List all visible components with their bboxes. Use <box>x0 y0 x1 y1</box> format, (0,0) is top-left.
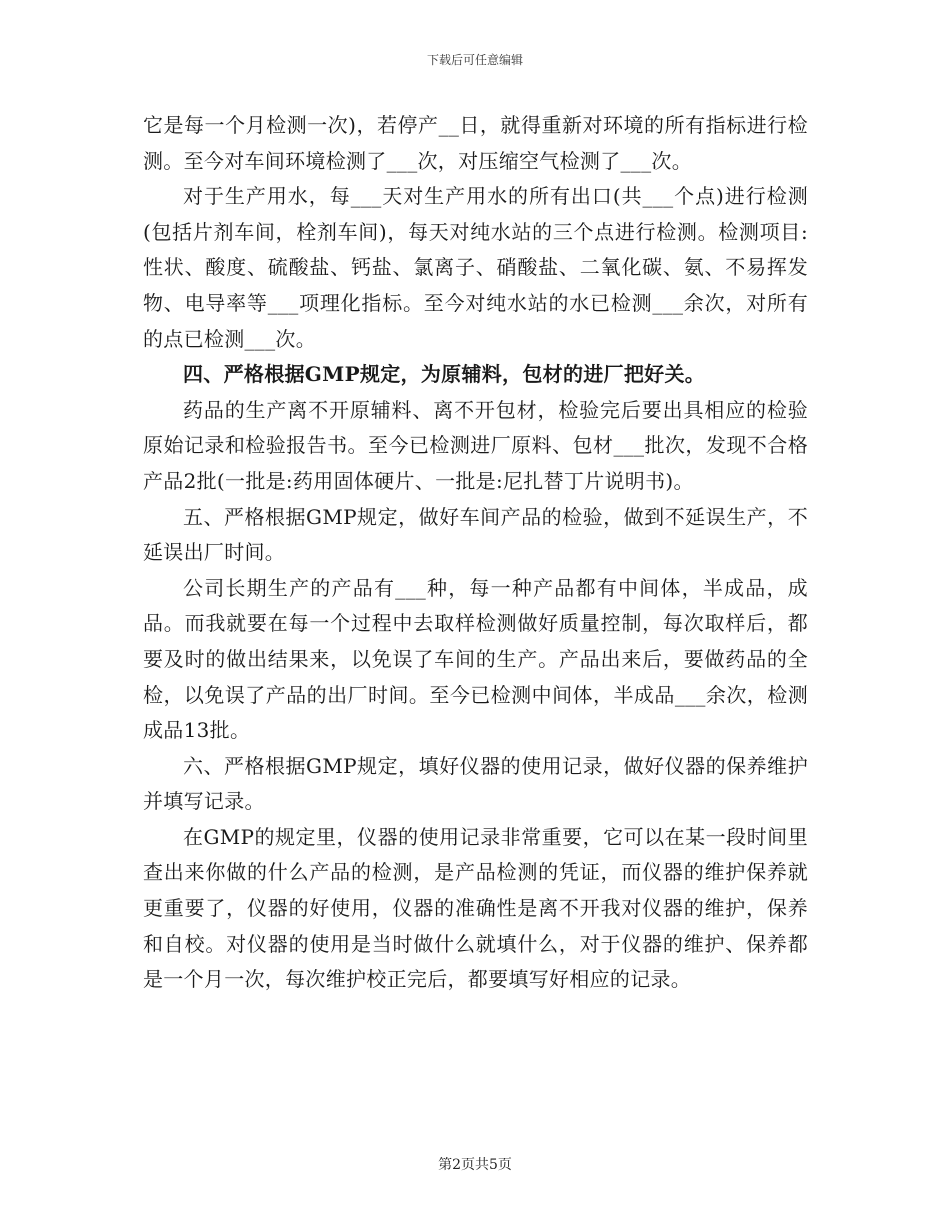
paragraph-environment-testing: 它是每一个月检测一次)，若停产__日，就得重新对环境的所有指标进行检测。至今对车间环境检测了___次，对压缩空气检测了___次。 <box>143 113 808 173</box>
paragraph-raw-materials: 药品的生产离不开原辅料、离不开包材，检验完后要出具相应的检验原始记录和检验报告书。至今已检测进厂原料、包材___批次，发现不合格产品2批(一批是:药用固体硬片、一批是:尼扎替丁片说明书)。 <box>143 397 808 493</box>
page-header-note: 下载后可任意编辑 <box>426 53 523 67</box>
paragraph-instrument-records: 在GMP的规定里，仪器的使用记录非常重要，它可以在某一段时间里查出来你做的什么产品的检测，是产品检测的凭证，而仪器的维护保养就更重要了，仪器的好使用，仪器的准确性是离不开我对仪器的维护，保养和自校。对仪器的使用是当时做什么就填什么，对于仪器的维护、保养都是一个月一次，每次维护校正完后，都要填写好相应的记录。 <box>143 824 808 992</box>
document-body <box>143 108 808 998</box>
section-heading-product-testing: 五、严格根据GMP规定，做好车间产品的检验，做到不延误生产，不延误出厂时间。 <box>143 504 808 565</box>
page-number: 第2页共5页 <box>438 1157 512 1173</box>
paragraph-production-water: 对于生产用水，每___天对生产用水的所有出口(共___个点)进行检测(包括片剂车间，栓剂车间)，每天对纯水站的三个点进行检测。检测项目:性状、酸度、硫酸盐、钙盐、氯离子、硝酸盐、二氧化碳、氨、不易挥发物、电导率等___项理化指标。至今对纯水站的水已检测___余次，对所有的点已检测___次。 <box>143 184 808 351</box>
paragraph-product-testing: 公司长期生产的产品有___种，每一种产品都有中间体，半成品，成品。而我就要在每一个过程中去取样检测做好质量控制，每次取样后，都要及时的做出结果来，以免误了车间的生产。产品出来后，要做药品的全检，以免误了产品的出厂时间。至今已检测中间体，半成品___余次，检测成品13批。 <box>143 575 808 743</box>
section-heading-raw-materials: 四、严格根据GMP规定，为原辅料，包材的进厂把好关。 <box>183 362 706 387</box>
section-heading-instrument-records: 六、严格根据GMP规定，填好仪器的使用记录，做好仪器的保养维护并填写记录。 <box>143 753 808 814</box>
